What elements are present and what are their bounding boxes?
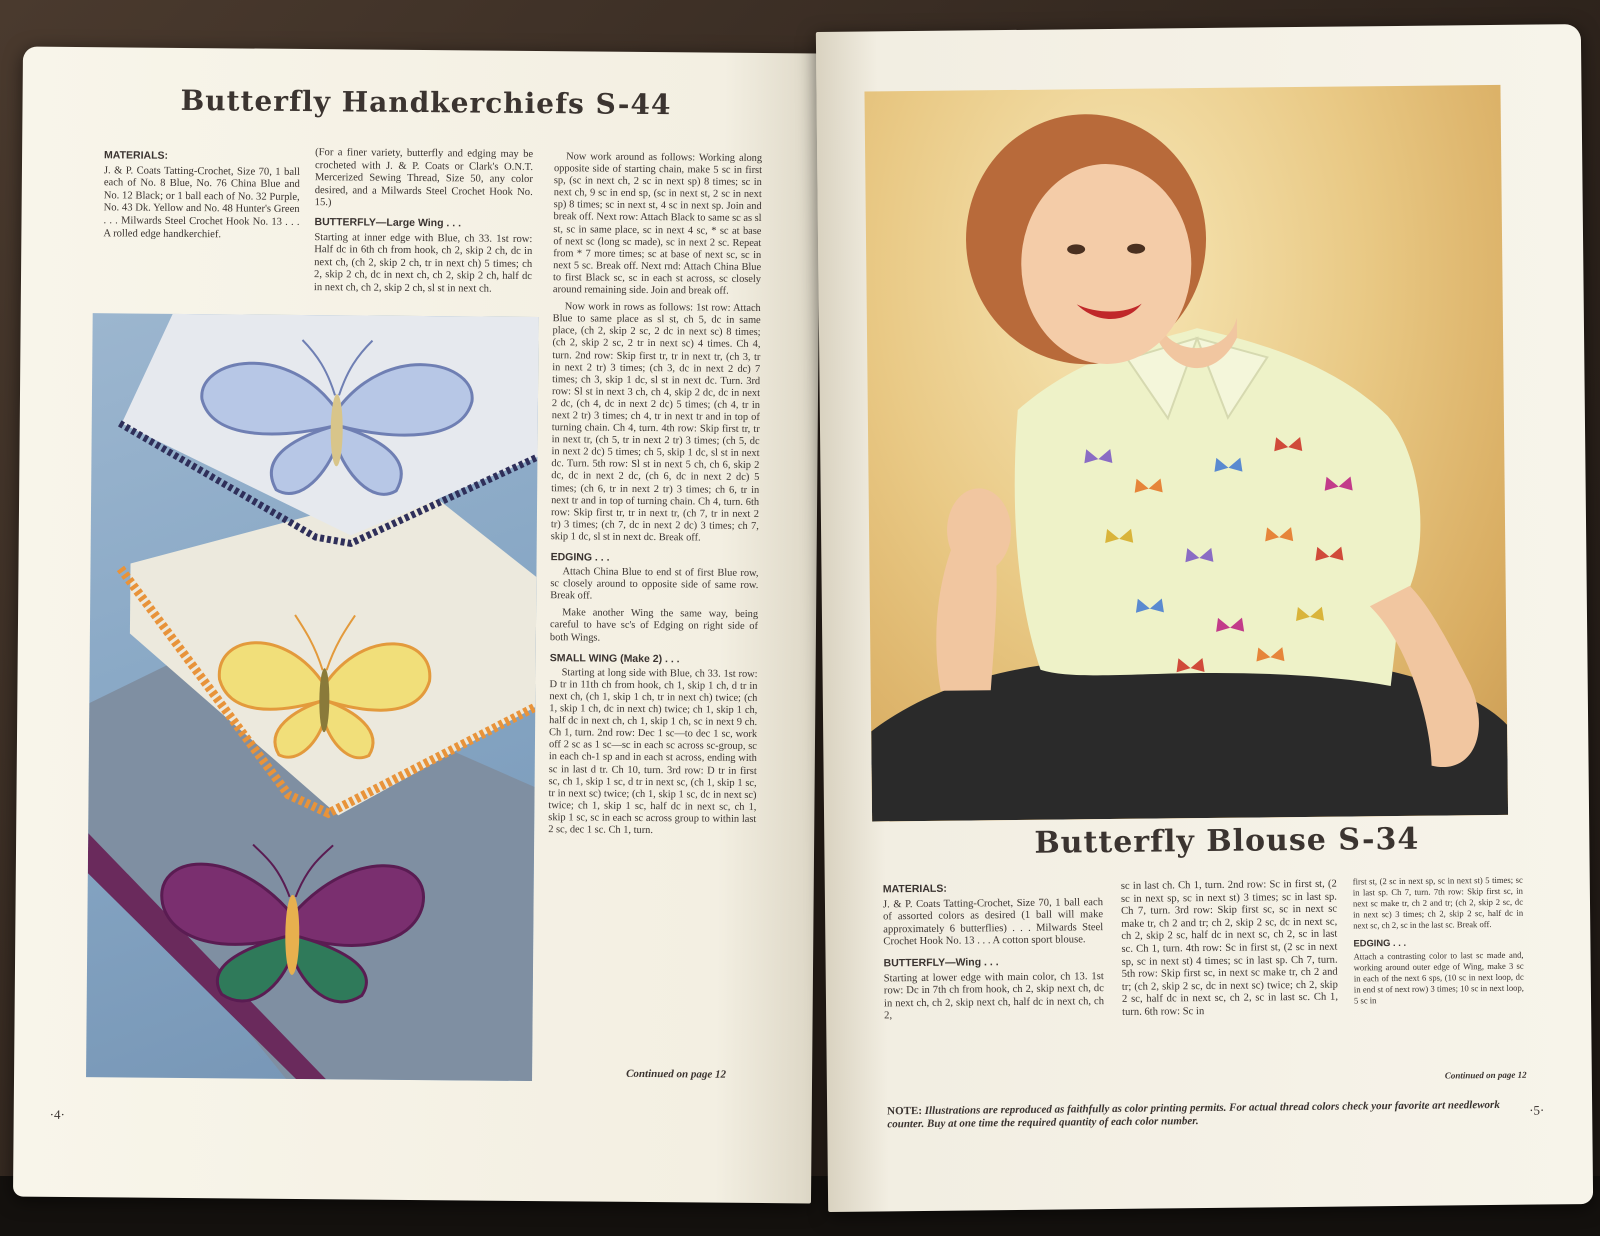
woman-in-butterfly-blouse: [864, 85, 1508, 822]
handkerchiefs-photo: [86, 313, 539, 1081]
materials-column: [103, 149, 300, 248]
wing-final-rows: first st, (2 sc in next sp, sc in next st) 5 times; sc in last sp. Ch 7, turn. 7th row: Skip first sc, in next sc make tr, ch 2 and tr; (ch 2, skip 2 sc, dc in next sc) 3 times; ch 2, skip 2 sc, half dc in next sc, ch 2, sc in the last sc. Break off.: [1352, 874, 1524, 931]
materials-text: J. & P. Coats Tatting-Crochet, Size 70, 1 ball each of No. 8 Blue, No. 76 China Blue and No. 12 Black; or 1 ball each of No. 32 Purple, No. 43 Dk. Yellow and No. 48 Hunter's Green . . . Milwards Steel Crochet Hook No. 13 . . . A rolled edge handkerchief.: [103, 164, 300, 240]
note-text: Illustrations are reproduced as faithfully as color printing permits. For actual thread colors check your favorite art needlework counter. Buy at one time the required quantity of each color number.: [887, 1098, 1500, 1131]
small-wing-text: Starting at long side with Blue, ch 33. 1st row: D tr in 11th ch from hook, ch 1, skip 1 ch, d tr in next ch, (ch 1, skip 1 ch, tr in next ch) twice; (ch 1, skip 1 ch, dc in next ch) twice; ch 1, skip 1 ch, half dc in next ch, ch 1, skip 1 ch, sc in next 9 ch. Ch 1, turn. 2nd row: Dec 1 sc—to dec 1 sc, work off 2 sc as 1 sc—sc in each sc across sc-group, sc in each ch-1 sp and in each st across, ending with sc in last d tr. Ch 10, turn. 3rd row: D tr in first sc, ch 1, skip 1 sc, d tr in next sc, (ch 1, skip 1 sc, tr in next sc) twice; (ch 1, skip 1 sc, dc in next sc) twice; ch 1, skip 1 sc, half dc in next sc, ch 1, skip 1 sc, sc in each sc across group to within last 2 sc, dec 1 sc. Ch 1, turn.: [548, 667, 758, 837]
handkerchiefs-illustration: [86, 313, 539, 1081]
edging-heading: EDGING . . .: [550, 551, 610, 564]
edging-paragraph-2: Make another Wing the same way, being careful to have sc's of Edging on right side of both Wings.: [549, 607, 759, 644]
materials-heading: MATERIALS:: [882, 882, 947, 896]
wing-rows-text: sc in last ch. Ch 1, turn. 2nd row: Sc in first st, (2 sc in next sp, sc in next st) 3 times; sc in last sp. Ch 7, turn. 3rd row: Skip first sc, sc in next sc make tr, ch 2 and tr; ch 2, skip 2 sc, dc in next sc, ch 2, skip 2 sc, half dc in next sc, ch 2, sc in last sc. Ch 1, turn. 4th row: Sc in first st, (2 sc in next sp, sc in next st) 4 times; sc in last sp. Ch 7, turn. 5th row: Skip first sc, in next sc make tr, ch 2 and tr; (ch 2, skip 2 sc, dc in next sc) twice; ch 2, skip 2 sc, half dc in next sc, ch 2, sc in last sc. Ch 1, turn. 6th row: Sc in: [1120, 878, 1339, 1018]
large-wing-heading: BUTTERFLY—Large Wing . . .: [314, 216, 462, 230]
left-arm: [935, 530, 998, 691]
materials-note: (For a finer variety, butterfly and edging may be crocheted with J. & P. Coats or Clark's O.N.T. Mercerized Sewing Thread, Size 50, any color desired, and a Milwards Steel Crochet Hook No. 15.): [314, 147, 534, 209]
continued-note: Continued on page 12: [1444, 1069, 1527, 1081]
note-label: NOTE:: [887, 1104, 923, 1118]
continued-note: Continued on page 12: [626, 1067, 727, 1081]
instructions-column: [548, 151, 762, 843]
blouse-photo: [864, 85, 1508, 822]
materials-text: J. & P. Coats Tatting-Crochet, Size 70, 1 ball each of assorted colors as desired (1 ball will make approximately 6 butterflies) . . . Milwards Steel Crochet Hook No. 13 . . . A cotton sport blouse.: [882, 896, 1104, 948]
wing-rows-column: [1121, 879, 1339, 1026]
small-wing-heading: SMALL WING (Make 2) . . .: [549, 651, 680, 665]
wing-heading: BUTTERFLY—Wing . . .: [883, 956, 999, 970]
left-page: [13, 47, 821, 1204]
printing-note: [887, 1099, 1507, 1131]
materials-note-column: [314, 147, 533, 302]
instructions-paragraph-1: Now work around as follows: Working along opposite side of starting chain, make 5 sc in first sp, (sc in next ch, 2 sc in next sp) 8 times; sc in next ch, 9 sc in end sp, (sc in next st, 2 sc in next sp) 8 times; sc in next st, 4 sc in next sp. Join and break off. Next row: Attach Black to same sc as sl st, sc in same place, sc in next 4 sc, * sc at base of next sc (long sc made), sc in next 2 sc. Repeat from * 7 more times; sc at base of next sc, sc in next 5 sc. Break off. Next rnd: Attach China Blue to first Black sc, sc in each st across, sc closely around remaining side. Join and break off.: [552, 151, 763, 297]
page-title: Butterfly Blouse S-34: [1034, 821, 1420, 861]
page-title: Butterfly Handkerchiefs S-44: [180, 83, 672, 122]
edging-text: Attach a contrasting color to last sc made and, working around outer edge of Wing, make 3 sc in each of the next 6 sps, (10 sc in next loop, dc in end st of next row) 3 times; 10 sc in next loop, 5 sc in: [1353, 949, 1524, 1006]
right-page: [816, 24, 1593, 1212]
page-number: ·4·: [49, 1106, 65, 1122]
materials-heading: MATERIALS:: [104, 149, 169, 162]
edging-text: Attach China Blue to end st of first Blue row, sc closely around to opposite side of same row. Break off.: [550, 566, 759, 602]
page-number: ·5·: [1529, 1102, 1545, 1118]
edging-heading: EDGING . . .: [1353, 936, 1407, 949]
large-wing-text: Starting at inner edge with Blue, ch 33. 1st row: Half dc in 6th ch from hook, ch 2, skip 2 ch, dc in next ch, (ch 2, skip 2 ch, tr in next ch) 5 times; ch 2, skip 2 ch, dc in next ch, ch 2, skip 2 ch, half dc in next ch, ch 2, skip 2 ch, sl st in next ch.: [313, 231, 533, 295]
instructions-paragraph-2: Now work in rows as follows: 1st row: Attach Blue to same place as sl st, ch 5, dc in same place, (ch 2, skip 2 sc, 2 dc in next sc) 8 times; (ch 2, skip 2 sc, 2 tr in next sc) 4 times. Ch 4, turn. 2nd row: Skip first tr, tr in next tr, (ch 3, tr in next 2 tr) 3 times; (ch 3, dc in next 2 dc) 7 times; ch 3, skip 1 dc, sl st in next dc. Turn. 3rd row: Sl st in next 3 ch, ch 4, skip 2 dc, dc in next 2 dc, (ch 4, dc in next 2 dc) 5 times; (ch 4, tr in next 2 tr) 3 times; ch 4, tr in next tr and in top of turning chain. Ch 4, turn. 4th row: Skip first tr, tr in next tr, (ch 5, tr in next 2 tr) 3 times; (ch 5, dc in next 2 dc) 5 times; ch 5, skip 1 dc, sl st in next dc. Turn. 5th row: Sl st in next 5 ch, ch 6, skip 2 dc, dc in next 2 dc, (ch 6, dc in next 2 dc) 5 times; (ch 6, tr in next 2 tr) 3 times; ch 6, tr in next tr and in top of turning chain. Ch 4, turn. 6th row: Skip first tr, tr in next tr, (ch 7, tr in next 2 tr) 3 times; (ch 7, dc in next 2 dc) 3 times; ch 7, skip 1 dc, sl st in next dc. Break off.: [550, 301, 761, 544]
materials-column: [883, 881, 1105, 1029]
wing-text: Starting at lower edge with main color, ch 13. 1st row: Dc in 7th ch from hook, ch 2, skip next ch, dc in next ch, ch 2, skip next ch, half dc in next ch, ch 2,: [883, 970, 1105, 1022]
edging-column: [1353, 875, 1524, 1013]
